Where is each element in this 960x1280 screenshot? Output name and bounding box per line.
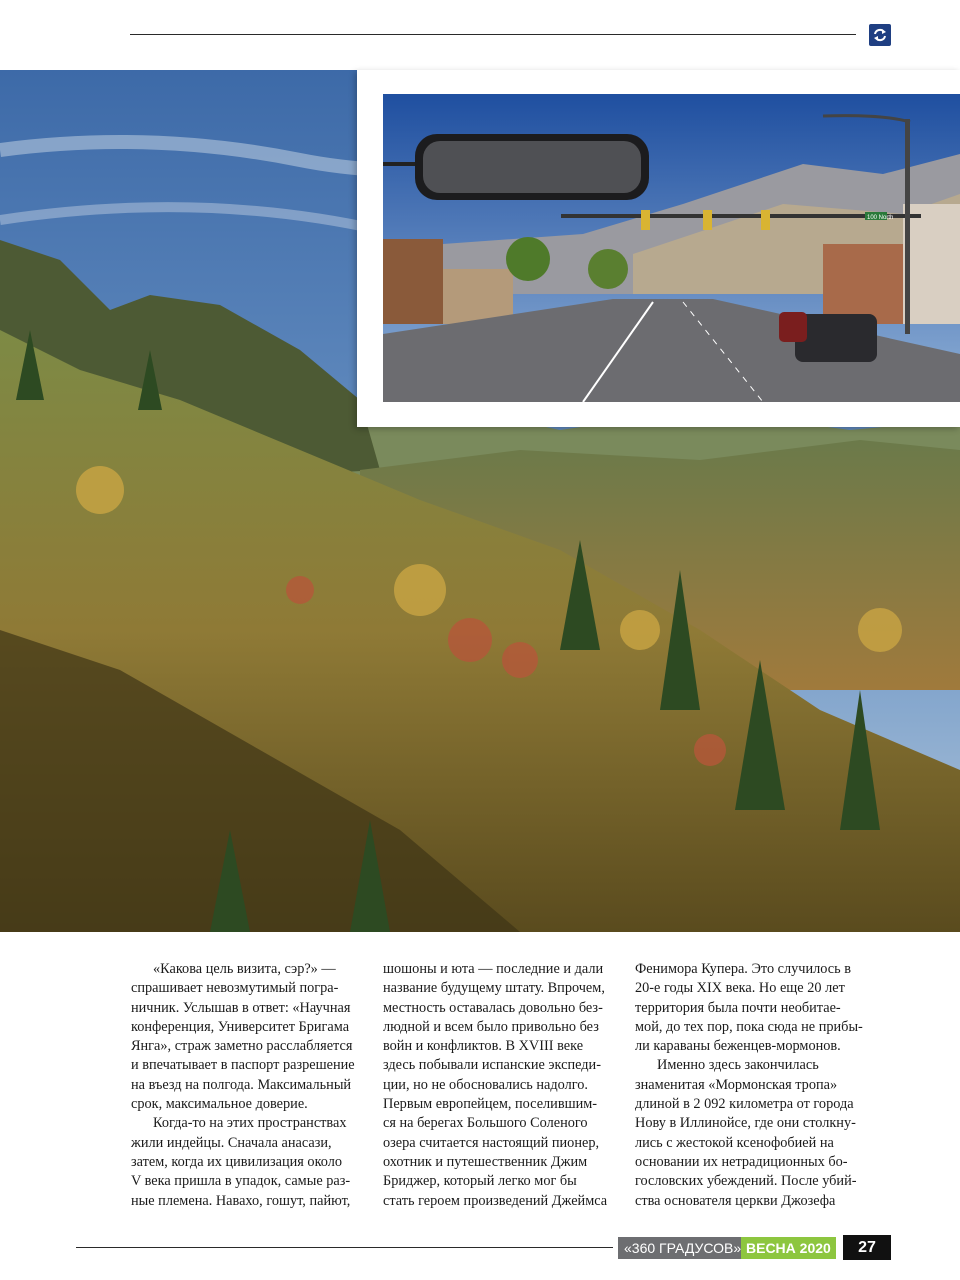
refresh-icon[interactable] xyxy=(869,24,891,46)
text-line: Первым европейцем, поселившим- xyxy=(383,1096,598,1113)
page-number: 27 xyxy=(843,1235,891,1260)
text-line: ли караваны беженцев-мормонов. xyxy=(635,1038,841,1055)
paragraph xyxy=(635,960,861,1056)
text-line: местность оставалась довольно без- xyxy=(383,999,603,1016)
article-column-3 xyxy=(635,960,861,1211)
inset-photo xyxy=(383,94,960,402)
text-line: V века пришла в упадок, самые раз- xyxy=(131,1173,351,1190)
text-line: и впечатывает в паспорт разрешение xyxy=(131,1057,355,1074)
text-line: территория была почти необитае- xyxy=(635,999,841,1016)
text-line: Именно здесь закончилась xyxy=(657,1057,819,1074)
text-line: лись с жестокой ксенофобией на xyxy=(635,1134,834,1151)
article-column-1 xyxy=(131,960,357,1211)
paragraph xyxy=(131,960,357,1114)
magazine-name: «360 ГРАДУСОВ» xyxy=(618,1237,747,1259)
text-line: войн и конфликтов. В XVIII веке xyxy=(383,1038,584,1055)
text-line: Бриджер, который легко мог бы xyxy=(383,1173,577,1190)
text-line: людной и всем было привольно без xyxy=(383,1018,599,1035)
issue-season: ВЕСНА 2020 xyxy=(741,1237,836,1259)
text-line: ся на берегах Большого Соленого xyxy=(383,1115,588,1132)
text-line: ции, но не обосновались надолго. xyxy=(383,1076,588,1093)
text-line: название будущему штату. Впрочем, xyxy=(383,980,605,997)
text-line: Янга», страж заметно расслабляется xyxy=(131,1038,353,1055)
street-sign: 100 North xyxy=(867,215,894,221)
footer-rule xyxy=(76,1247,613,1248)
header-rule xyxy=(130,34,856,35)
text-line: ства основателя церкви Джозефа xyxy=(635,1192,836,1209)
text-line: здесь побывали испанские экспеди- xyxy=(383,1057,601,1074)
text-line: стать героем произведений Джеймса xyxy=(383,1192,608,1209)
text-line: гословских убеждений. После убий- xyxy=(635,1173,857,1190)
text-line: основании их нетрадиционных бо- xyxy=(635,1153,848,1170)
text-line: длиной в 2 092 километра от города xyxy=(635,1096,854,1113)
text-line: охотник и путешественник Джим xyxy=(383,1153,588,1170)
text-line: «Какова цель визита, сэр?» — xyxy=(153,961,336,977)
text-line: жили индейцы. Сначала анасази, xyxy=(131,1134,332,1151)
text-line: конференция, Университет Бригама xyxy=(131,1018,350,1035)
article-column-2 xyxy=(383,960,609,1211)
text-line: затем, когда их цивилизация около xyxy=(131,1153,343,1170)
text-line: Нову в Иллинойсе, где они столкну- xyxy=(635,1115,856,1132)
paragraph xyxy=(131,1114,357,1210)
text-line: озера считается настоящий пионер, xyxy=(383,1134,600,1151)
text-line: Когда-то на этих пространствах xyxy=(153,1115,347,1132)
paragraph xyxy=(635,1056,861,1210)
paragraph xyxy=(383,960,609,1211)
text-line: 20-е годы XIX века. Но еще 20 лет xyxy=(635,980,845,997)
text-line: ничник. Услышав в ответ: «Научная xyxy=(131,999,351,1016)
text-line: спрашивает невозмутимый погра- xyxy=(131,980,339,997)
text-line: мой, до тех пор, пока сюда не прибы- xyxy=(635,1018,863,1035)
text-line: Фенимора Купера. Это случилось в xyxy=(635,961,851,977)
text-line: срок, максимальное доверие. xyxy=(131,1096,308,1113)
text-line: на въезд на полгода. Максимальный xyxy=(131,1076,352,1093)
text-line: ные племена. Навахо, гошут, пайют, xyxy=(131,1192,351,1209)
text-line: знаменитая «Мормонская тропа» xyxy=(635,1076,838,1093)
text-line: шошоны и юта — последние и дали xyxy=(383,961,604,977)
